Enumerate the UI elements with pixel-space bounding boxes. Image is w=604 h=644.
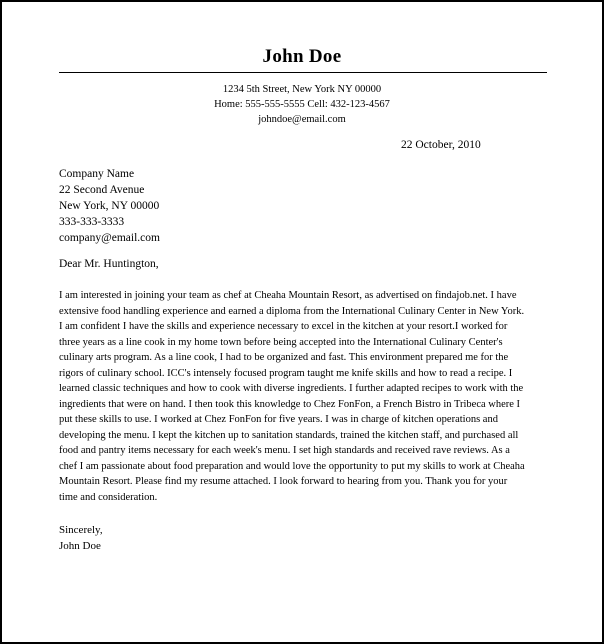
valediction: Sincerely,	[59, 524, 103, 536]
body-line: I am confident I have the skills and experience necessary to excel in the kitchen at your resort.I worked for	[59, 321, 508, 332]
sender-email: johndoe@email.com	[258, 114, 346, 125]
body-line: three years as a line cook in my home town before being accepted into the International Culinary Center's	[59, 336, 503, 348]
sender-name: John Doe	[262, 46, 342, 67]
body-line: chef I am passionate about food preparation and would love the opportunity to put my skills to work at Cheaha	[59, 460, 525, 472]
body-line: rigors of culinary school. ICC's intensely focused program taught me knife skills and how to read a recipe. I	[59, 367, 513, 379]
body-line: learned classic techniques and how to cook with diverse ingredients. I further adapted recipes to work with the	[59, 383, 524, 394]
body-line: developing the menu. I kept the kitchen up to sanitation standards, trained the kitchen staff, and purchased all	[59, 429, 519, 441]
sender-address: 1234 5th Street, New York NY 00000	[222, 84, 382, 95]
body-line: put these skills to use. I worked at Chez FonFon for five years. I was in charge of kitchen operations and	[59, 414, 498, 425]
recipient-phone: 333-333-3333	[59, 216, 125, 228]
sender-phones: Home: 555-555-5555 Cell: 432-123-4567	[214, 99, 390, 110]
signature-name: John Doe	[59, 539, 101, 552]
letter-date: 22 October, 2010	[401, 139, 481, 151]
closing-block	[59, 523, 103, 554]
body-line: food and pantry items necessary for each week's menu. I set high standards and received rave reviews. As a	[59, 445, 510, 456]
letter-body	[59, 288, 549, 505]
body-line: extensive food handling experience and earned a diploma from the International Culinary Center in New York.	[59, 305, 525, 317]
body-line: ingredients that were on hand. I then took this knowledge to Chez FonFon, a French Bistro in Tribeca where I	[59, 398, 521, 410]
sender-contact	[2, 82, 602, 127]
body-line: Mountain Resort. Please find my resume attached. I look forward to hearing from you. Thank you for your	[59, 476, 508, 487]
body-line: time and consideration.	[59, 491, 158, 503]
salutation: Dear Mr. Huntington,	[59, 258, 159, 270]
recipient-email: company@email.com	[59, 232, 160, 244]
recipient-block	[59, 166, 160, 246]
recipient-street: 22 Second Avenue	[59, 184, 145, 196]
header-divider	[59, 72, 547, 73]
body-line: culinary arts program. As a line cook, I had to be organized and fast. This environment prepared me for the	[59, 352, 509, 363]
recipient-company: Company Name	[59, 168, 135, 180]
recipient-city: New York, NY 00000	[59, 200, 160, 212]
body-line: I am interested in joining your team as chef at Cheaha Mountain Resort, as advertised on findajob.net. I have	[59, 290, 517, 301]
